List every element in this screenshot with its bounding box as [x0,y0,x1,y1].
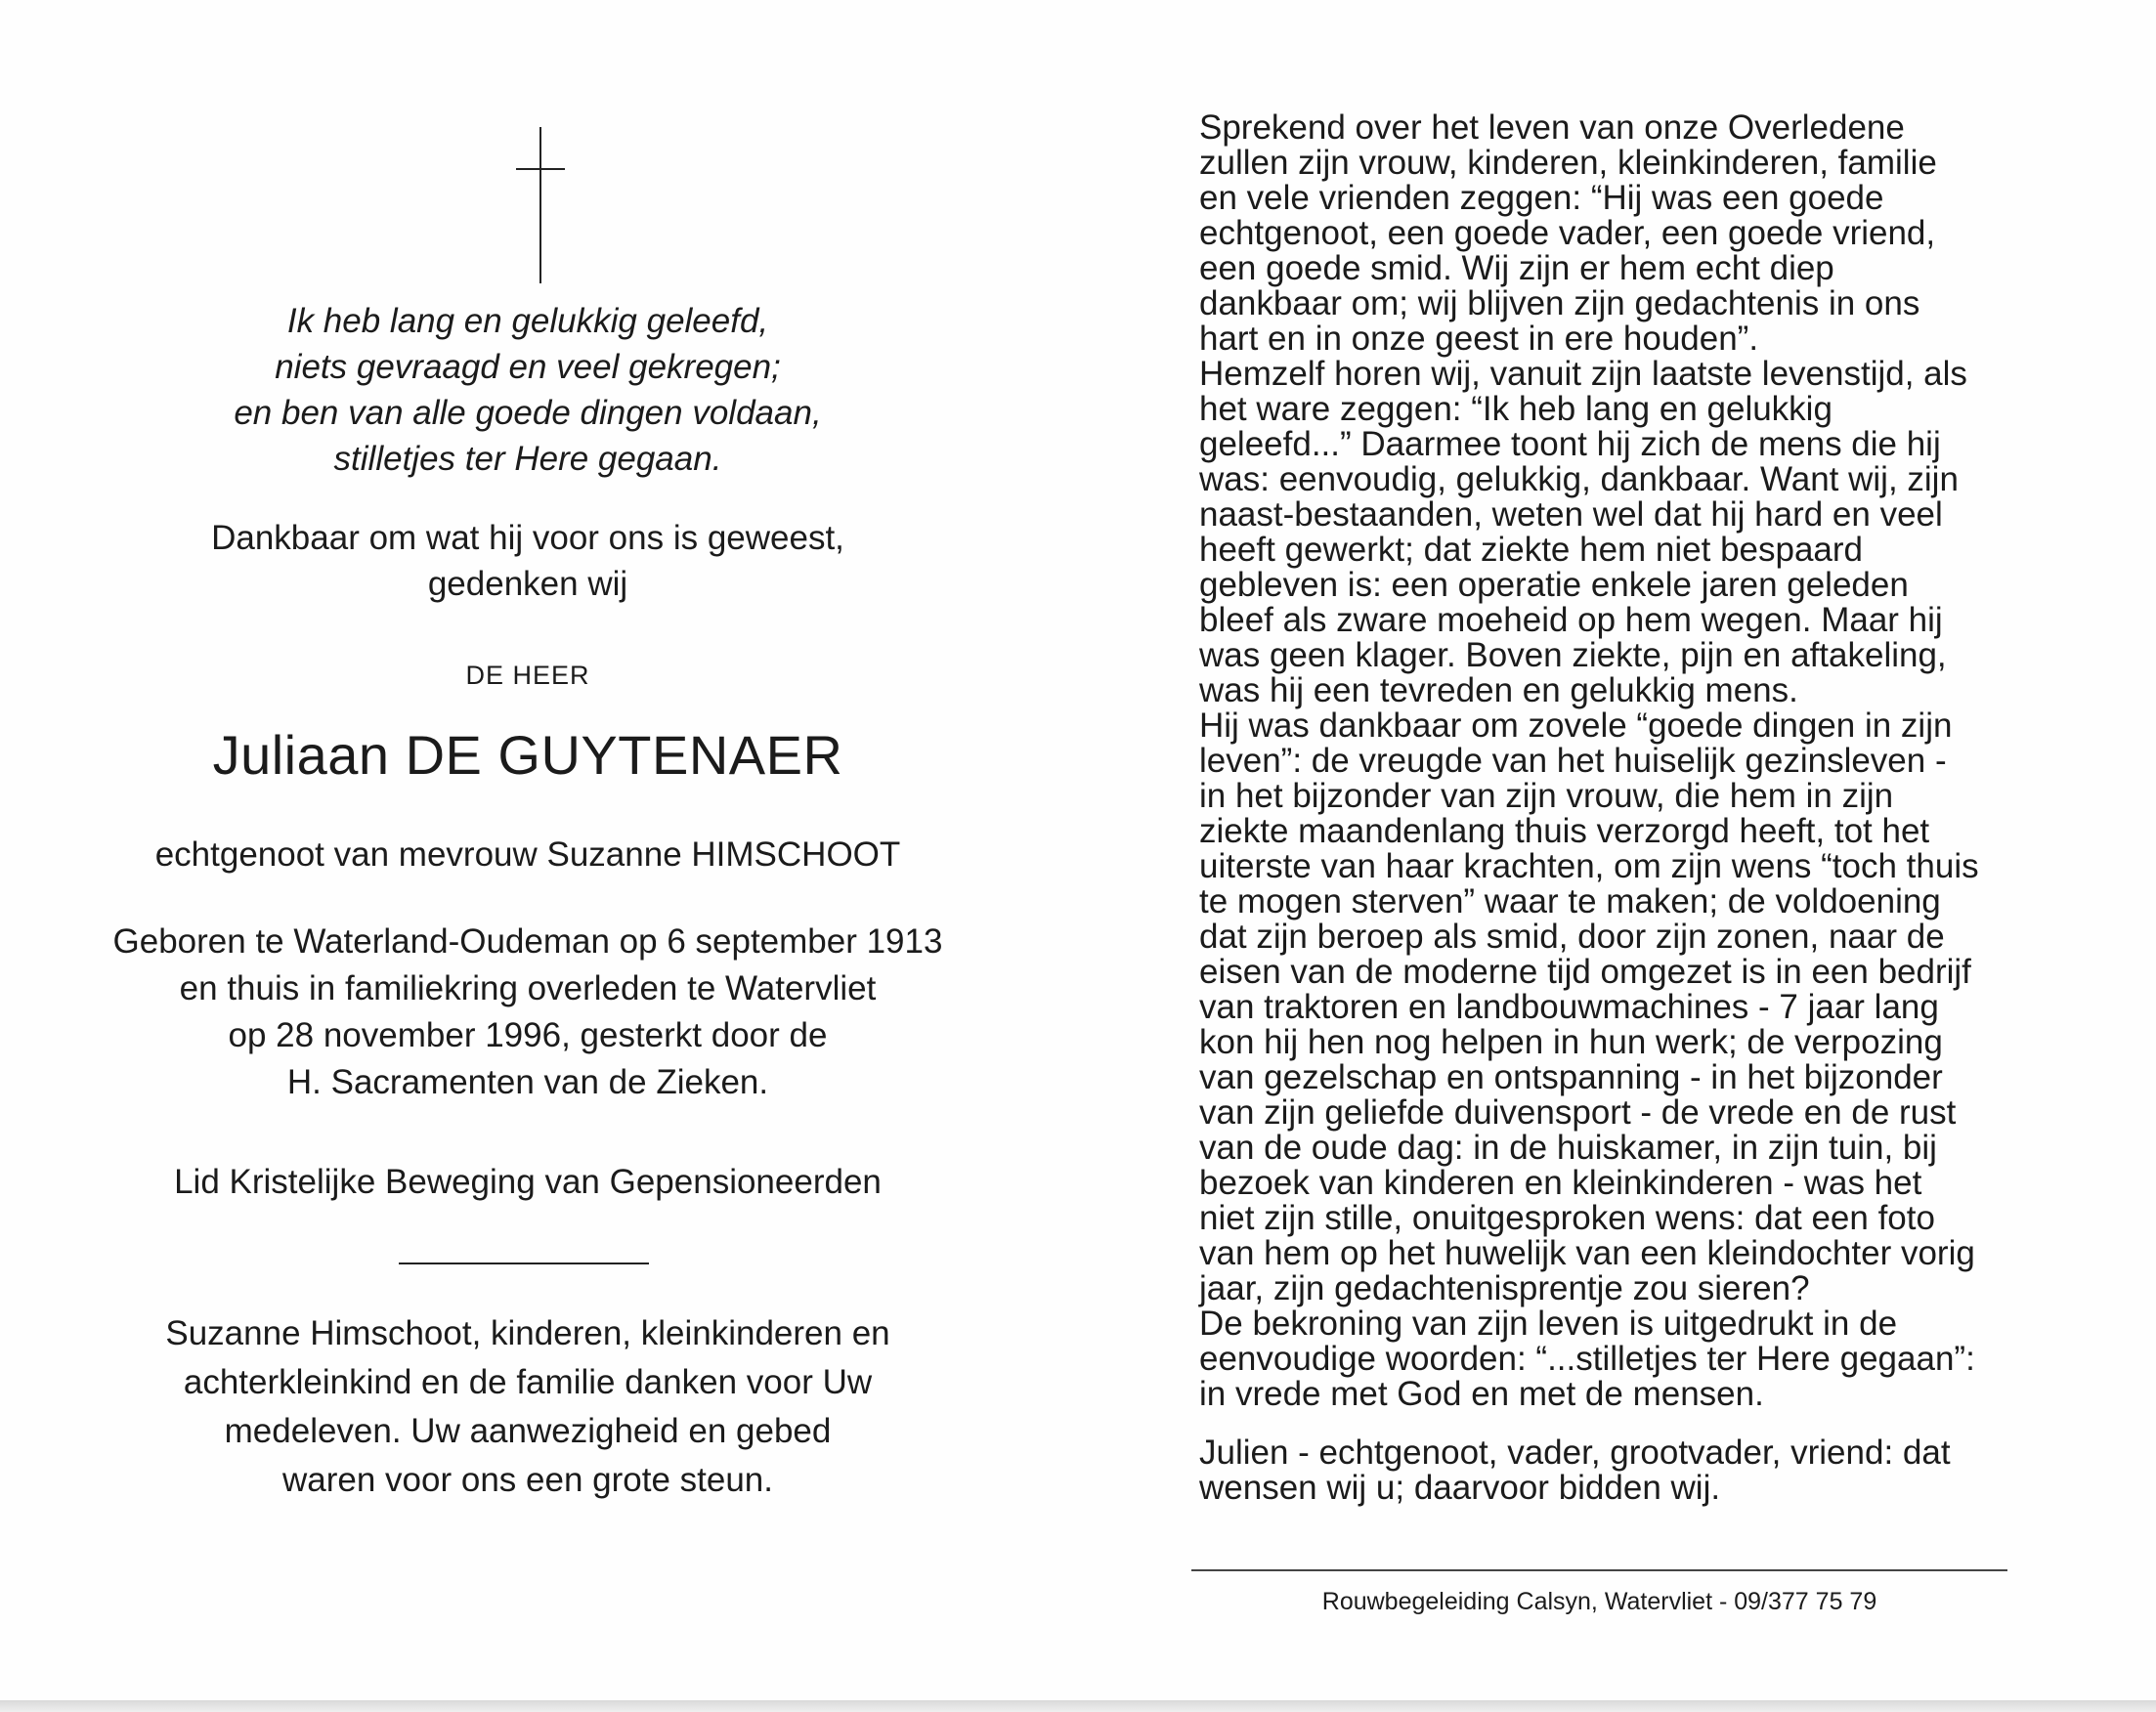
text-line: in het bijzonder van zijn vrouw, die hem in zijn [1199,777,1894,815]
poem-line: en ben van alle goede dingen voldaan, [234,394,822,432]
thanks-line: Suzanne Himschoot, kinderen, kleinkinderen en [165,1314,890,1352]
text-line: echtgenoot, een goede vader, een goede vriend, [1199,214,1936,252]
text-line: eenvoudige woorden: “...stilletjes ter Here gegaan”: [1199,1340,1975,1378]
text-line: niet zijn stille, onuitgesproken wens: dat een foto [1199,1199,1935,1237]
text-line: in vrede met God en met de mensen. [1199,1375,1764,1413]
paragraph-1 [1199,110,2010,357]
divider [399,1263,649,1264]
text-line: ziekte maandenlang thuis verzorgd heeft, tot het [1199,812,1930,850]
text-line: was hij een tevreden en gelukkig mens. [1199,671,1798,709]
intro [39,515,1016,607]
text-line: van gezelschap en ontspanning - in het bijzonder [1199,1058,1943,1096]
text-line: van zijn geliefde duivensport - de vrede en de rust [1199,1093,1957,1132]
thanks-note [39,1309,1016,1505]
details-line: H. Sacramenten van de Zieken. [286,1063,769,1101]
text-line: gebleven is: een operatie enkele jaren geleden [1199,566,1909,604]
birth-death-details [39,919,1016,1106]
paragraph-4 [1199,1306,2010,1412]
text-line: heeft gewerkt; dat ziekte hem niet bespaard [1199,531,1864,569]
text-line: dankbaar om; wij blijven zijn gedachtenis in ons [1199,284,1920,322]
thanks-line: medeleven. Uw aanwezigheid en gebed [224,1412,832,1450]
text-line: een goede smid. Wij zijn er hem echt diep [1199,249,1834,287]
text-line: uiterste van haar krachten, om zijn wens “toch thuis [1199,847,1979,885]
intro-line: Dankbaar om wat hij voor ons is geweest, [211,519,844,557]
poem [39,298,1016,482]
text-line: wensen wij u; daarvoor bidden wij. [1199,1469,1721,1507]
intro-line: gedenken wij [427,565,628,603]
text-line: eisen van de moderne tijd omgezet is in een bedrijf [1199,953,1971,991]
text-line: hart en in onze geest in ere houden”. [1199,320,1759,358]
deceased-name: Juliaan DE GUYTENAER [212,724,843,786]
text-line: geleefd...” Daarmee toont hij zich de mens die hij [1199,425,1941,463]
paragraph-3 [1199,708,2010,1306]
text-line: Sprekend over het leven van onze Overledene [1199,108,1905,147]
text-line: Hij was dankbaar om zovele “goede dingen in zijn [1199,706,1953,745]
text-line: bezoek van kinderen en kleinkinderen - was het [1199,1164,1922,1202]
text-line: jaar, zijn gedachtenisprentje zou sieren? [1199,1269,1810,1307]
text-line: kon hij hen nog helpen in hun werk; de verpozing [1199,1023,1943,1061]
text-line: te mogen sterven” waar te maken; de voldoening [1199,882,1941,920]
text-line: naast-bestaanden, weten wel dat hij hard en veel [1199,495,1943,534]
paragraph-5 [1199,1435,2010,1506]
details-line: op 28 november 1996, gesterkt door de [228,1016,828,1054]
poem-line: stilletjes ter Here gegaan. [333,440,722,478]
poem-line: Ik heb lang en gelukkig geleefd, [286,302,769,340]
thanks-line: achterkleinkind en de familie danken voor Uw [183,1363,873,1401]
text-line: het ware zeggen: “Ik heb lang en gelukkig [1199,390,1833,428]
text-line: dat zijn beroep als smid, door zijn zonen, naar de [1199,918,1945,956]
footer-divider [1191,1569,2007,1571]
details-line: en thuis in familiekring overleden te Watervliet [179,969,877,1007]
cross-icon [516,127,565,283]
text-line: en vele vrienden zeggen: “Hij was een goede [1199,179,1884,217]
poem-line: niets gevraagd en veel gekregen; [275,348,781,386]
text-line: van traktoren en landbouwmachines - 7 jaar lang [1199,988,1939,1026]
reflection-text [1199,110,2010,1506]
spouse-line: echtgenoot van mevrouw Suzanne HIMSCHOOT [154,835,901,874]
text-line: Julien - echtgenoot, vader, grootvader, vriend: dat [1199,1434,1951,1472]
text-line: was: eenvoudig, gelukkig, dankbaar. Want wij, zijn [1199,460,1959,498]
text-line: Hemzelf horen wij, vanuit zijn laatste levenstijd, als [1199,355,1967,393]
card-edge [0,1700,2156,1712]
funeral-home-footer: Rouwbegeleiding Calsyn, Watervliet - 09/377 75 79 [1321,1588,1877,1615]
text-line: zullen zijn vrouw, kinderen, kleinkinderen, familie [1199,144,1937,182]
honorific: DE HEER [465,661,590,690]
details-line: Geboren te Waterland-Oudeman op 6 september 1913 [112,922,943,961]
text-line: van de oude dag: in de huiskamer, in zijn tuin, bij [1199,1129,1937,1167]
text-line: De bekroning van zijn leven is uitgedrukt in de [1199,1305,1898,1343]
text-line: was geen klager. Boven ziekte, pijn en aftakeling, [1199,636,1947,674]
text-line: bleef als zware moeheid op hem wegen. Maar hij [1199,601,1943,639]
paragraph-2 [1199,357,2010,708]
text-line: leven”: de vreugde van het huiselijk gezinsleven - [1199,742,1947,780]
thanks-line: waren voor ons een grote steun. [282,1461,773,1499]
text-line: van hem op het huwelijk van een kleindochter vorig [1199,1234,1975,1272]
membership: Lid Kristelijke Beweging van Gepensioneerden [174,1163,882,1201]
